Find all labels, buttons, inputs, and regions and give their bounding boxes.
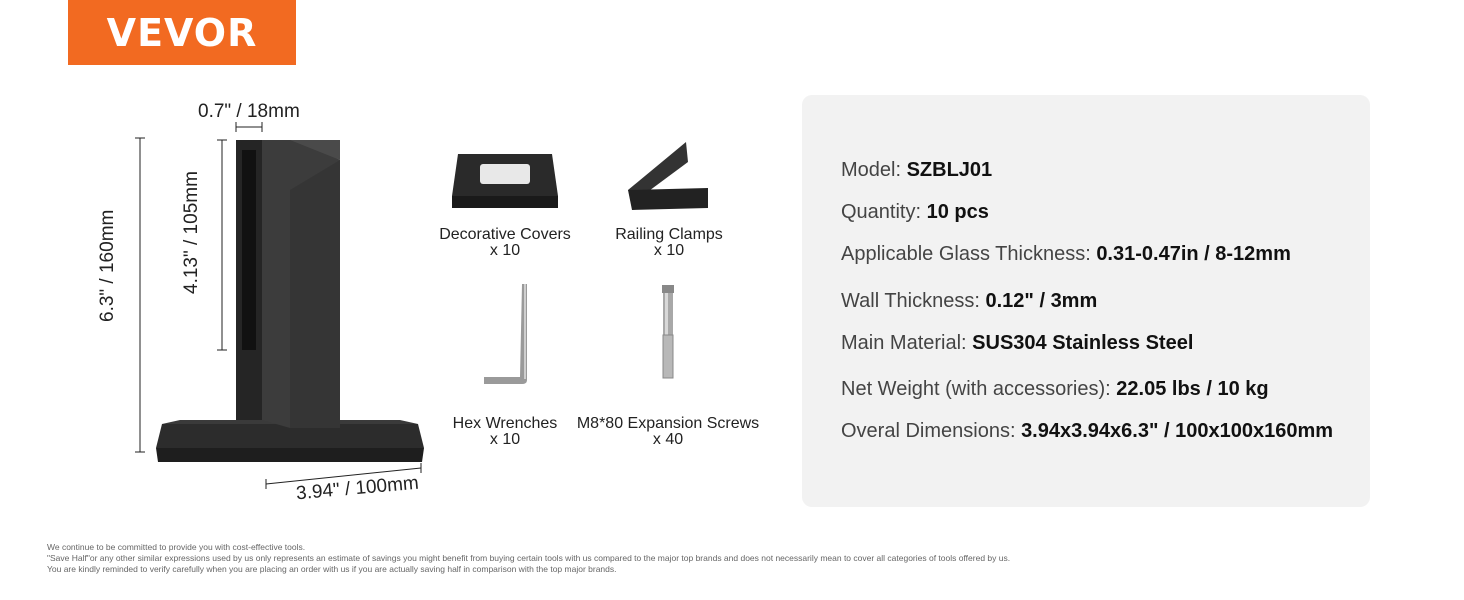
spec-net-weight	[841, 378, 1269, 401]
spec-value: 10 pcs	[926, 201, 989, 223]
spec-value: 3.94x3.94x6.3" / 100x100x160mm	[1021, 420, 1334, 442]
accessory-name: M8*80 Expansion Screws	[576, 415, 760, 432]
spec-value: 22.05 lbs / 10 kg	[1116, 378, 1269, 400]
spec-quantity	[841, 201, 989, 224]
accessory-railing-clamps	[594, 227, 744, 259]
width-top-dimension: 0.7" / 18mm	[198, 101, 300, 122]
spec-wall-thickness	[841, 290, 1097, 313]
disclaimer	[47, 542, 1010, 575]
spec-label: Overal Dimensions:	[841, 420, 1022, 442]
spec-value: SZBLJ01	[906, 159, 993, 181]
spec-label: Applicable Glass Thickness:	[841, 243, 1097, 265]
disclaimer-line: "Save Half"or any other similar expressions used by us only represents an estimate of savings you might benefit from buying certain tools with us compared to the major top brands and does not necessarily mean to cover all categories of tools offered by us.	[47, 553, 1011, 563]
spec-label: Quantity:	[841, 201, 927, 223]
brand-logo: VEVOR	[68, 0, 296, 65]
total-height-dimension: 6.3" / 160mm	[97, 209, 118, 322]
spec-value: SUS304 Stainless Steel	[972, 332, 1194, 354]
spec-label: Net Weight (with accessories):	[841, 378, 1117, 400]
accessory-qty: x 10	[653, 242, 685, 259]
slot-height-dimension: 4.13" / 105mm	[181, 171, 202, 294]
spec-glass-thickness	[841, 243, 1291, 266]
spec-dimensions	[841, 420, 1333, 443]
accessory-name: Hex Wrenches	[452, 415, 558, 432]
spec-label: Wall Thickness:	[841, 290, 986, 312]
base-width-dimension: 3.94" / 100mm	[295, 472, 420, 505]
spec-material	[841, 332, 1193, 355]
spec-model	[841, 159, 992, 182]
disclaimer-line: You are kindly reminded to verify carefully when you are placing an order with us if you are actually saving half in comparison with the top major brands.	[47, 564, 617, 574]
accessory-name: Decorative Covers	[439, 226, 571, 243]
accessory-qty: x 10	[489, 431, 521, 448]
accessory-name: Railing Clamps	[615, 226, 723, 243]
spec-panel	[802, 95, 1370, 507]
accessory-qty: x 10	[489, 242, 521, 259]
spec-value: 0.12" / 3mm	[985, 290, 1098, 312]
accessory-expansion-screws	[570, 416, 766, 448]
hex-wrench-icon	[480, 280, 540, 390]
railing-clamp-icon	[624, 140, 724, 220]
accessory-hex-wrenches	[430, 416, 580, 448]
disclaimer-line: We continue to be committed to provide you with cost-effective tools.	[47, 542, 306, 552]
accessory-decorative-covers	[430, 227, 580, 259]
expansion-screw-icon	[653, 285, 683, 385]
decorative-cover-icon	[450, 152, 560, 212]
spec-label: Model:	[841, 159, 907, 181]
accessory-qty: x 40	[652, 431, 684, 448]
spec-value: 0.31-0.47in / 8-12mm	[1096, 243, 1291, 265]
spec-label: Main Material:	[841, 332, 973, 354]
